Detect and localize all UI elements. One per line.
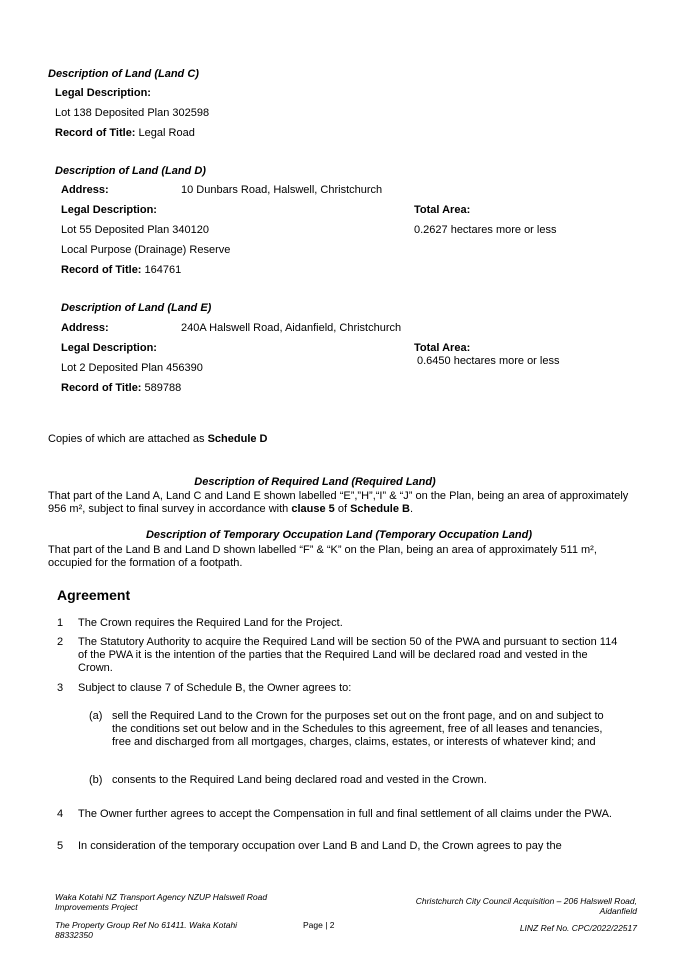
land-d-title-value: 164761 bbox=[141, 264, 182, 276]
required-land-text-2: of bbox=[334, 503, 351, 515]
land-e-address-value: 240A Halswell Road, Aidanfield, Christchurch bbox=[181, 322, 402, 334]
item-4-text: The Owner further agrees to accept the Compensation in full and final settlement of all claims under the PWA. bbox=[78, 808, 612, 820]
land-c-title bbox=[55, 127, 195, 140]
footer-council: Christchurch City Council Acquisition – 206 Halswell Road, Aidanfield bbox=[415, 896, 637, 916]
land-c-legal-label: Legal Description: bbox=[55, 87, 151, 99]
required-land-clause: clause 5 bbox=[291, 503, 335, 515]
item-3b-num: (b) bbox=[89, 774, 103, 786]
land-d-legal-label: Legal Description: bbox=[61, 204, 157, 216]
land-d-legal-value-2: Local Purpose (Drainage) Reserve bbox=[61, 244, 231, 256]
land-e-legal-value: Lot 2 Deposited Plan 456390 bbox=[61, 362, 203, 374]
land-d-area-label: Total Area: bbox=[414, 204, 471, 216]
temp-land-heading: Description of Temporary Occupation Land (Temporary Occupation Land) bbox=[145, 529, 533, 541]
land-d-title-label: Record of Title: bbox=[61, 264, 142, 276]
land-c-legal-value: Lot 138 Deposited Plan 302598 bbox=[55, 107, 210, 119]
land-d-address-value: 10 Dunbars Road, Halswell, Christchurch bbox=[181, 184, 383, 196]
item-2-num: 2 bbox=[57, 636, 64, 648]
land-d-area-value: 0.2627 hectares more or less bbox=[414, 224, 557, 236]
required-land-schedule: Schedule B bbox=[350, 503, 410, 515]
temp-land-text: That part of the Land B and Land D shown labelled “F” & “K” on the Plan, being an area of approximately 511 m², occupied for the formation of a footpath. bbox=[48, 544, 597, 569]
agreement-heading: Agreement bbox=[57, 587, 131, 603]
land-c-title-label: Record of Title: bbox=[55, 127, 136, 139]
item-2-text: The Statutory Authority to acquire the Required Land will be section 50 of the PWA and pursuant to section 114 of the PWA it is the intention of the parties that the Required Land will be declared road and vested in the Crown. bbox=[78, 636, 618, 674]
footer-project: Waka Kotahi NZ Transport Agency NZUP Halswell Road Improvements Project bbox=[55, 892, 268, 912]
land-c-title-value: Legal Road bbox=[135, 127, 195, 139]
land-c-heading: Description of Land (Land C) bbox=[48, 68, 199, 80]
land-d-title bbox=[61, 264, 181, 277]
footer-page-number: Page | 2 bbox=[303, 920, 335, 930]
item-5-num: 5 bbox=[57, 840, 64, 852]
copies-line bbox=[48, 433, 268, 446]
land-e-area-label: Total Area: bbox=[414, 342, 471, 354]
item-5-text: In consideration of the temporary occupation over Land B and Land D, the Crown agrees to pay the bbox=[78, 840, 562, 852]
land-e-address-label: Address: bbox=[61, 322, 109, 334]
required-land-text bbox=[48, 490, 638, 516]
required-land-text-1: That part of the Land A, Land C and Land E shown labelled “E”,”H”,“I” & “J” on the Plan, being an area of approximately 956 m², subject to final survey in accordance with bbox=[48, 490, 629, 515]
land-d-address-label: Address: bbox=[61, 184, 109, 196]
land-e-heading: Description of Land (Land E) bbox=[61, 302, 212, 314]
copies-schedule: Schedule D bbox=[207, 433, 268, 445]
item-3a-text: sell the Required Land to the Crown for the purposes set out on the front page, and on and subject to the conditions set out below and in the Schedules to this agreement, free of all leases and tenancies, free and discharged from all mortgages, charges, claims, estates, or interests of whatever kind; and bbox=[112, 710, 604, 748]
copies-text: Copies of which are attached as bbox=[48, 433, 208, 445]
land-e-area-value: 0.6450 hectares more or less bbox=[417, 355, 560, 367]
item-3-num: 3 bbox=[57, 682, 64, 694]
land-d-heading: Description of Land (Land D) bbox=[55, 165, 206, 177]
footer-linz-ref: LINZ Ref No. CPC/2022/22517 bbox=[519, 923, 637, 933]
land-e-legal-label: Legal Description: bbox=[61, 342, 157, 354]
footer-ref: The Property Group Ref No 61411. Waka Kotahi 88332350 bbox=[55, 920, 238, 940]
land-d-legal-value-1: Lot 55 Deposited Plan 340120 bbox=[61, 224, 210, 236]
item-1-num: 1 bbox=[57, 617, 64, 629]
item-3-text: Subject to clause 7 of Schedule B, the Owner agrees to: bbox=[78, 682, 352, 694]
land-e-title bbox=[61, 382, 181, 395]
required-land-text-3: . bbox=[409, 503, 414, 515]
land-e-title-label: Record of Title: bbox=[61, 382, 142, 394]
required-land-heading: Description of Required Land (Required Land) bbox=[194, 476, 436, 488]
land-e-title-value: 589788 bbox=[141, 382, 182, 394]
item-4-num: 4 bbox=[57, 808, 64, 820]
item-3a-num: (a) bbox=[89, 710, 103, 722]
item-1-text: The Crown requires the Required Land for the Project. bbox=[78, 617, 343, 629]
item-3b-text: consents to the Required Land being declared road and vested in the Crown. bbox=[112, 774, 487, 786]
